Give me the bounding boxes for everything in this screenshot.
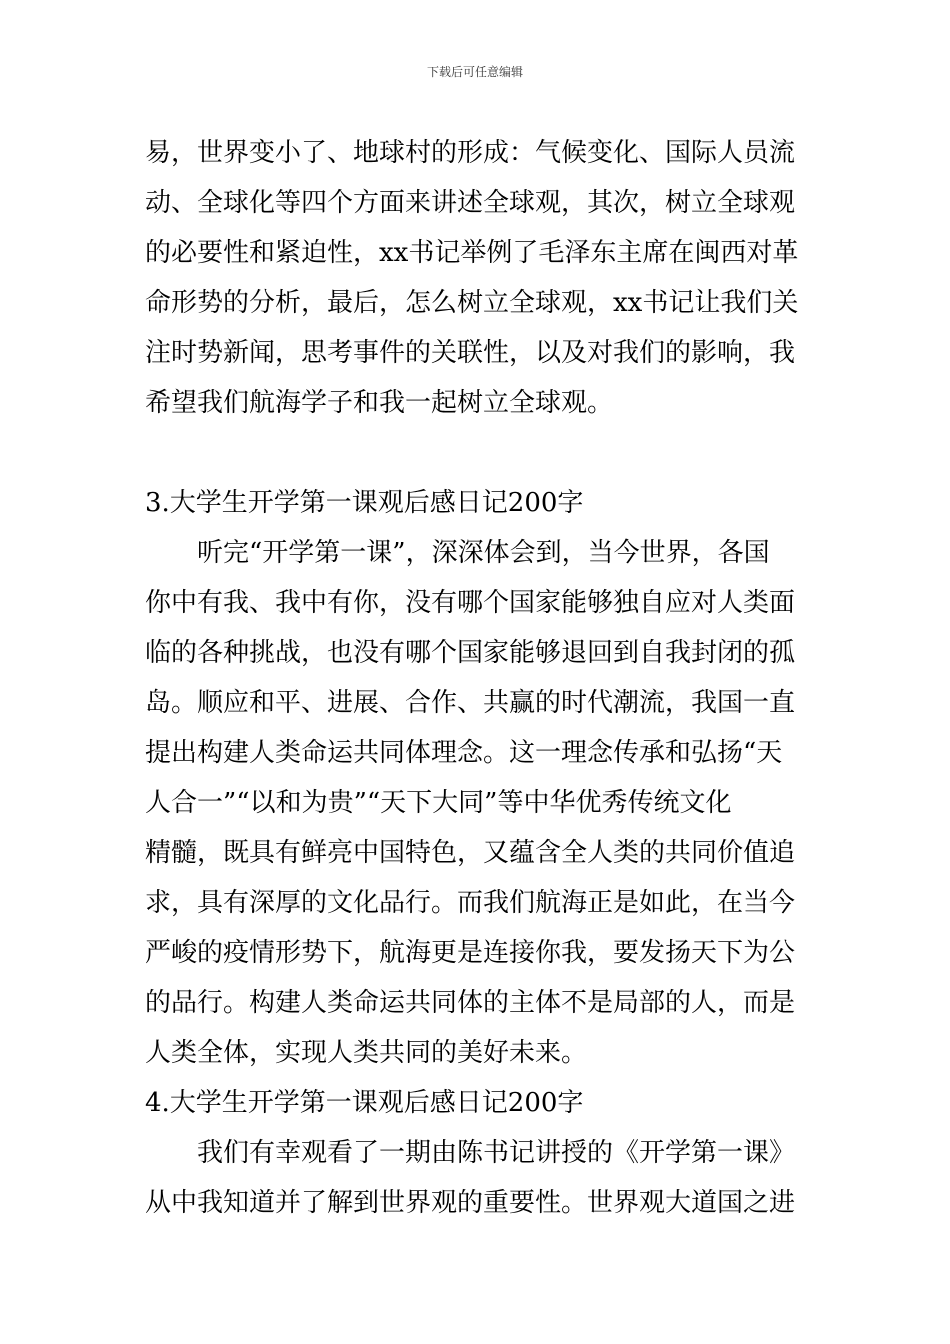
document-body [145,128,810,1228]
section-heading-3: 3.大学生开学第一课观后感日记200字 [145,488,584,518]
text-line: 命形势的分析，最后，怎么树立全球观，xx书记让我们关 [145,288,799,318]
text-line: 临的各种挑战，也没有哪个国家能够退回到自我封闭的孤 [145,638,796,668]
text-line: 的品行。构建人类命运共同体的主体不是局部的人，而是 [145,988,796,1018]
text-line: 人合一”“以和为贵”“天下大同”等中华优秀传统文化 [145,788,732,818]
text-line: 希望我们航海学子和我一起树立全球观。 [145,388,614,418]
paragraph-1 [145,128,810,428]
text-line: 岛。顺应和平、进展、合作、共赢的时代潮流，我国一直 [145,688,796,718]
text-line: 注时势新闻，思考事件的关联性，以及对我们的影响，我 [145,338,796,368]
text-line: 人类全体，实现人类共同的美好未来。 [145,1038,588,1068]
text-line: 提出构建人类命运共同体理念。这一理念传承和弘扬“天 [145,738,783,768]
text-line: 从中我知道并了解到世界观的重要性。世界观大道国之进 [145,1188,796,1218]
text-line: 你中有我、我中有你，没有哪个国家能够独自应对人类面 [145,588,796,618]
text-line: 求，具有深厚的文化品行。而我们航海正是如此，在当今 [145,888,796,918]
text-line: 我们有幸观看了一期由陈书记讲授的《开学第一课》 [197,1138,796,1168]
text-line: 易，世界变小了、地球村的形成：气候变化、国际人员流 [145,138,796,168]
paragraph-3 [145,1128,810,1228]
section-heading-4: 4.大学生开学第一课观后感日记200字 [145,1088,584,1118]
text-line: 的必要性和紧迫性，xx书记举例了毛泽东主席在闽西对革 [145,238,799,268]
paragraph-spacer [145,428,810,478]
text-line: 听完“开学第一课”，深深体会到，当今世界，各国 [197,538,770,568]
text-line: 精髓，既具有鲜亮中国特色，又蕴含全人类的共同价值追 [145,838,796,868]
paragraph-2 [145,528,810,1078]
text-line: 动、全球化等四个方面来讲述全球观，其次，树立全球观 [145,188,796,218]
page-header: 下载后可任意编辑 [426,65,523,79]
text-line: 严峻的疫情形势下，航海更是连接你我，要发扬天下为公 [145,938,796,968]
